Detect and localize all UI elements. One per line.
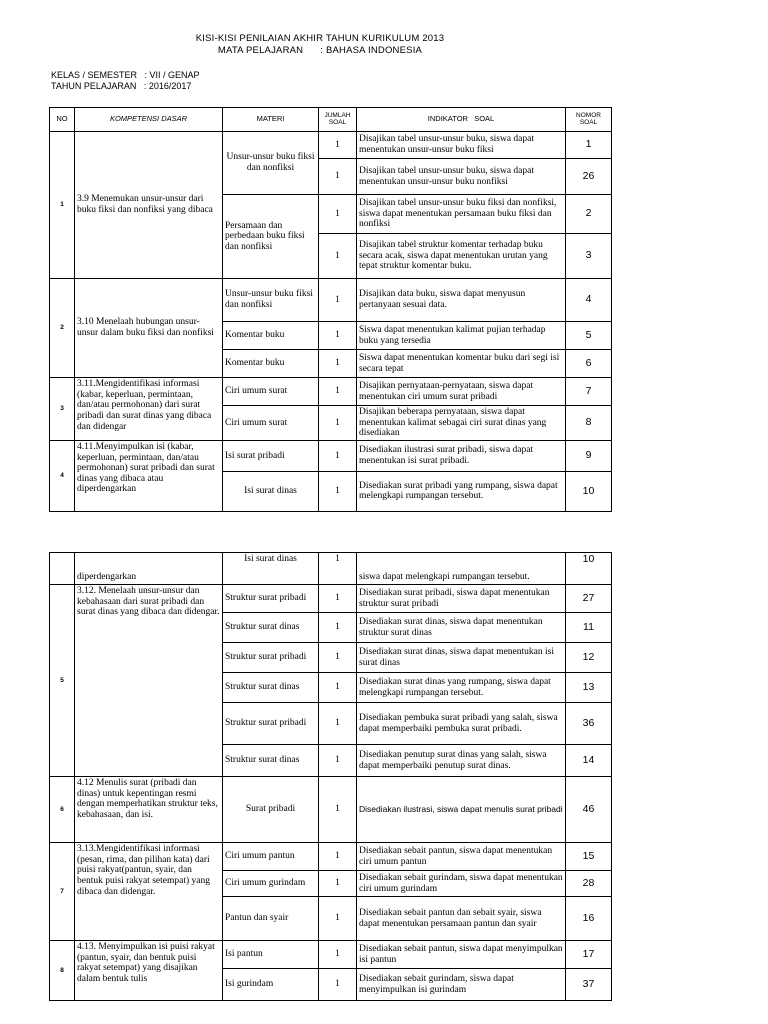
nomor-soal-cell: 11 xyxy=(566,613,612,643)
nomor-soal-cell: 2 xyxy=(566,195,612,234)
table-row xyxy=(50,843,612,871)
indikator-cell: Disediakan surat dinas yang rumpang, siswa dapat melengkapi rumpangan tersebut. xyxy=(357,673,566,703)
indikator-cell: Disediakan sebait pantun, siswa dapat menyimpulkan isi pantun xyxy=(357,941,566,969)
nomor-soal-cell: 28 xyxy=(566,871,612,897)
indikator-cell: Disediakan pembuka surat pribadi yang salah, siswa dapat memperbaiki pembuka surat pribadi. xyxy=(357,703,566,745)
kompetensi-dasar-cell: 3.12. Menelaah unsur-unsur dan kebahasaan dari surat pribadi dan surat dinas yang dibaca dan didengar. xyxy=(75,585,223,777)
jumlah-soal-cell: 1 xyxy=(319,471,357,511)
jumlah-soal-cell: 1 xyxy=(319,440,357,471)
materi-cell: Surat pribadi xyxy=(223,777,319,843)
jumlah-soal-cell: 1 xyxy=(319,585,357,613)
materi-cell: Isi pantun xyxy=(223,941,319,969)
jumlah-soal-cell: 1 xyxy=(319,159,357,195)
materi-cell: Ciri umum surat xyxy=(223,406,319,441)
materi-cell: Struktur surat pribadi xyxy=(223,703,319,745)
table-row xyxy=(50,585,612,613)
materi-cell: Persamaan dan perbedaan buku fiksi dan nonfiksi xyxy=(223,195,319,279)
nomor-soal-cell: 12 xyxy=(566,643,612,673)
materi-cell: Isi surat dinas xyxy=(223,471,319,511)
jumlah-soal-cell: 1 xyxy=(319,378,357,406)
materi-cell: Struktur surat dinas xyxy=(223,673,319,703)
header-no: NO xyxy=(50,108,75,132)
nomor-soal-cell: 10 xyxy=(566,553,612,585)
kompetensi-dasar-cell: 4.12 Menulis surat (pribadi dan dinas) untuk kepentingan resmi dengan memperhatikan struktur teks, kebahasaan, dan isi. xyxy=(75,777,223,843)
row-number: 4 xyxy=(50,440,75,511)
nomor-soal-cell: 3 xyxy=(566,234,612,279)
indikator-cell: Disajikan tabel unsur-unsur buku, siswa dapat menentukan unsur-unsur buku fiksi xyxy=(357,132,566,159)
header-jumlah-line1: JUMLAH xyxy=(324,111,351,119)
header-jumlah-soal xyxy=(319,108,357,132)
header-nomor-line1: NOMOR xyxy=(576,111,601,119)
materi-cell: Isi surat pribadi xyxy=(223,440,319,471)
school-year-line: TAHUN PELAJARAN : 2016/2017 xyxy=(51,81,192,91)
jumlah-soal-cell: 1 xyxy=(319,279,357,322)
jumlah-soal-cell: 1 xyxy=(319,897,357,941)
row-number: 8 xyxy=(50,941,75,1001)
jumlah-soal-cell: 1 xyxy=(319,843,357,871)
indikator-cell: Disajikan tabel struktur komentar terhadap buku secara acak, siswa dapat menentukan urutan yang tepat struktur komentar buku. xyxy=(357,234,566,279)
indikator-cell: Disediakan ilustrasi surat pribadi, siswa dapat menentukan isi surat pribadi. xyxy=(357,440,566,471)
header-jumlah-line2: SOAL xyxy=(328,118,347,126)
jumlah-soal-cell: 1 xyxy=(319,406,357,441)
row-number: 3 xyxy=(50,378,75,441)
row-number: 6 xyxy=(50,777,75,843)
kompetensi-dasar-cell: 3.11.Mengidentifikasi informasi (kabar, keperluan, permintaan, dan/atau permohonan) dari surat pribadi dan surat dinas yang dibaca dan didengar xyxy=(75,378,223,441)
nomor-soal-cell: 27 xyxy=(566,585,612,613)
nomor-soal-cell: 15 xyxy=(566,843,612,871)
jumlah-soal-cell: 1 xyxy=(319,132,357,159)
jumlah-soal-cell: 1 xyxy=(319,703,357,745)
nomor-soal-cell: 37 xyxy=(566,969,612,1001)
row-number: 7 xyxy=(50,843,75,941)
materi-cell: Unsur-unsur buku fiksi dan nonfiksi xyxy=(223,132,319,195)
jumlah-soal-cell: 1 xyxy=(319,553,357,585)
kisi-kisi-table-continued xyxy=(49,552,612,1001)
jumlah-soal-cell: 1 xyxy=(319,969,357,1001)
indikator-cell: Disediakan surat pribadi, siswa dapat menentukan struktur surat pribadi xyxy=(357,585,566,613)
indikator-cell: Disajikan data buku, siswa dapat menyusun pertanyaan sesuai data. xyxy=(357,279,566,322)
materi-cell: Pantun dan syair xyxy=(223,897,319,941)
materi-cell: Unsur-unsur buku fiksi dan nonfiksi xyxy=(223,279,319,322)
indikator-cell: Disediakan sebait gurindam, siswa dapat menentukan ciri umum gurindam xyxy=(357,871,566,897)
table-header-row xyxy=(50,108,612,132)
kompetensi-dasar-cell: 4.11.Menyimpulkan isi (kabar, keperluan, permintaan, dan/atau permohonan) surat pribadi dan surat dinas yang dibaca atau diperdengarkan xyxy=(75,440,223,511)
jumlah-soal-cell: 1 xyxy=(319,871,357,897)
indikator-cell: Siswa dapat menentukan kalimat pujian terhadap buku yang tersedia xyxy=(357,322,566,350)
header-materi: MATERI xyxy=(223,108,319,132)
nomor-soal-cell: 16 xyxy=(566,897,612,941)
table-row xyxy=(50,378,612,406)
table-row xyxy=(50,941,612,969)
jumlah-soal-cell: 1 xyxy=(319,673,357,703)
jumlah-soal-cell: 1 xyxy=(319,777,357,843)
indikator-cell: Disajikan tabel unsur-unsur buku fiksi dan nonfiksi, siswa dapat menentukan persamaan buku fiksi dan nonfiksi xyxy=(357,195,566,234)
materi-cell: Struktur surat pribadi xyxy=(223,643,319,673)
jumlah-soal-cell: 1 xyxy=(319,234,357,279)
row-number xyxy=(50,553,75,585)
nomor-soal-cell: 46 xyxy=(566,777,612,843)
nomor-soal-cell: 17 xyxy=(566,941,612,969)
subject-line: MATA PELAJARAN : BAHASA INDONESIA xyxy=(217,45,423,56)
table-row xyxy=(50,553,612,585)
indikator-cell: Disediakan sebait pantun, siswa dapat menentukan ciri umum pantun xyxy=(357,843,566,871)
class-semester-line: KELAS / SEMESTER : VII / GENAP xyxy=(51,70,200,80)
kompetensi-dasar-cell: 4.13. Menyimpulkan isi puisi rakyat (pantun, syair, dan bentuk puisi rakyat setempat) yang disajikan dalam bentuk tulis xyxy=(75,941,223,1001)
materi-cell: Isi gurindam xyxy=(223,969,319,1001)
nomor-soal-cell: 13 xyxy=(566,673,612,703)
header-indikator-soal: INDIKATOR SOAL xyxy=(357,108,566,132)
nomor-soal-cell: 26 xyxy=(566,159,612,195)
jumlah-soal-cell: 1 xyxy=(319,745,357,777)
jumlah-soal-cell: 1 xyxy=(319,322,357,350)
indikator-cell: Disediakan surat pribadi yang rumpang, siswa dapat melengkapi rumpangan tersebut. xyxy=(357,471,566,511)
table-row xyxy=(50,132,612,159)
indikator-cell: Siswa dapat menentukan komentar buku dari segi isi secara tepat xyxy=(357,350,566,378)
jumlah-soal-cell: 1 xyxy=(319,941,357,969)
table-page-1 xyxy=(0,107,768,502)
materi-cell: Ciri umum surat xyxy=(223,378,319,406)
row-number: 1 xyxy=(50,132,75,279)
jumlah-soal-cell: 1 xyxy=(319,643,357,673)
indikator-cell: Disediakan penutup surat dinas yang salah, siswa dapat memperbaiki penutup surat dinas. xyxy=(357,745,566,777)
jumlah-soal-cell: 1 xyxy=(319,350,357,378)
indikator-cell: Disediakan surat dinas, siswa dapat menentukan isi surat dinas xyxy=(357,643,566,673)
nomor-soal-cell: 4 xyxy=(566,279,612,322)
nomor-soal-cell: 1 xyxy=(566,132,612,159)
jumlah-soal-cell: 1 xyxy=(319,613,357,643)
indikator-cell: Disajikan beberapa pernyataan, siswa dapat menentukan kalimat sebagai ciri surat dinas yang disediakan xyxy=(357,406,566,441)
kisi-kisi-table xyxy=(49,107,612,512)
kompetensi-dasar-cell: 3.13.Mengidentifikasi informasi (pesan, rima, dan pilihan kata) dari puisi rakyat(pantun, syair, dan bentuk puisi rakyat setempat) yang dibaca dan didengar. xyxy=(75,843,223,941)
jumlah-soal-cell: 1 xyxy=(319,195,357,234)
indikator-cell: Disediakan ilustrasi, siswa dapat menulis surat pribadi xyxy=(357,777,566,843)
materi-cell: Ciri umum gurindam xyxy=(223,871,319,897)
nomor-soal-cell: 10 xyxy=(566,471,612,511)
row-number: 2 xyxy=(50,279,75,378)
row-number: 5 xyxy=(50,585,75,777)
indikator-cell: Disajikan tabel unsur-unsur buku, siswa dapat menentukan unsur-unsur buku nonfiksi xyxy=(357,159,566,195)
indikator-cell: Disediakan sebait gurindam, siswa dapat menyimpulkan isi gurindam xyxy=(357,969,566,1001)
indikator-cell: Disediakan sebait pantun dan sebait syair, siswa dapat menentukan persamaan pantun dan syair xyxy=(357,897,566,941)
nomor-soal-cell: 14 xyxy=(566,745,612,777)
indikator-cell: Disediakan surat dinas, siswa dapat menentukan struktur surat dinas xyxy=(357,613,566,643)
indikator-cell: Disajikan pernyataan-pernyataan, siswa dapat menentukan ciri umum surat pribadi xyxy=(357,378,566,406)
header-nomor-line2: SOAL xyxy=(579,118,598,126)
materi-cell: Komentar buku xyxy=(223,322,319,350)
header-nomor-soal xyxy=(566,108,612,132)
table-row xyxy=(50,440,612,471)
nomor-soal-cell: 36 xyxy=(566,703,612,745)
nomor-soal-cell: 9 xyxy=(566,440,612,471)
document-title: KISI-KISI PENILAIAN AKHIR TAHUN KURIKULUM 2013 xyxy=(195,33,445,44)
header-kompetensi-dasar: KOMPETENSI DASAR xyxy=(75,108,223,132)
nomor-soal-cell: 7 xyxy=(566,378,612,406)
materi-cell: Ciri umum pantun xyxy=(223,843,319,871)
nomor-soal-cell: 6 xyxy=(566,350,612,378)
nomor-soal-cell: 8 xyxy=(566,406,612,441)
table-page-2 xyxy=(0,553,768,1012)
materi-cell: Struktur surat dinas xyxy=(223,613,319,643)
table-row xyxy=(50,777,612,843)
indikator-cell: siswa dapat melengkapi rumpangan tersebut. xyxy=(357,553,566,585)
materi-cell: Struktur surat dinas xyxy=(223,745,319,777)
table-row xyxy=(50,279,612,322)
materi-cell: Isi surat dinas xyxy=(223,553,319,585)
materi-cell: Komentar buku xyxy=(223,350,319,378)
kompetensi-dasar-cell: 3.9 Menemukan unsur-unsur dari buku fiksi dan nonfiksi yang dibaca xyxy=(75,132,223,279)
materi-cell: Struktur surat pribadi xyxy=(223,585,319,613)
kompetensi-dasar-cell: 3.10 Menelaah hubungan unsur-unsur dalam buku fiksi dan nonfiksi xyxy=(75,279,223,378)
kompetensi-dasar-cell: diperdengarkan xyxy=(75,553,223,585)
nomor-soal-cell: 5 xyxy=(566,322,612,350)
